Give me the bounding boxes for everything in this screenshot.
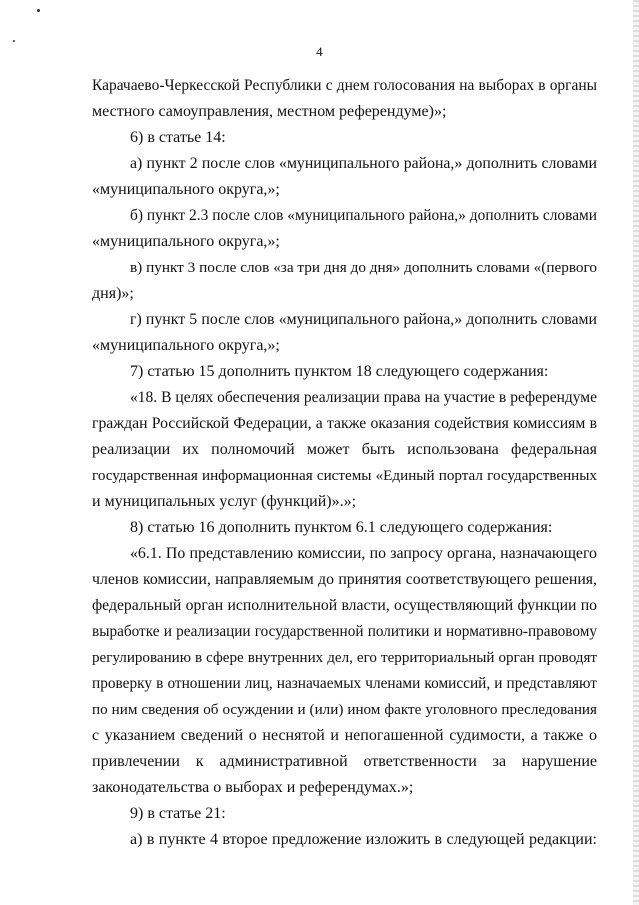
text-line: членов комиссии, направляемым до принятия соответствующего решения,: [92, 571, 597, 588]
text-line: 7) статью 15 дополнить пунктом 18 следующего содержания:: [130, 363, 549, 380]
text-line: и муниципальных услуг (функций)».»;: [92, 493, 357, 510]
text-line: а) пункт 2 после слов «муниципального района,» дополнить словами: [130, 155, 597, 172]
text-line: г) пункт 5 после слов «муниципального района,» дополнить словами: [130, 311, 597, 328]
document-body: [92, 73, 597, 853]
text-line: «муниципального округа,»;: [92, 337, 280, 354]
text-line: б) пункт 2.3 после слов «муниципального района,» дополнить словами: [130, 207, 597, 224]
text-line: в) пункт 3 после слов «за три дня до дня» дополнить словами «(первого: [130, 259, 597, 276]
text-line: 6) в статье 14:: [130, 129, 226, 146]
scan-speck: [13, 40, 15, 42]
text-line: федеральный орган исполнительной власти, осуществляющий функции по: [92, 597, 597, 614]
text-line: законодательства о выборах и референдумах.»;: [92, 779, 414, 796]
text-line: выработке и реализации государственной политики и нормативно-правовому: [92, 623, 597, 640]
text-line: реализации их полномочий может быть использована федеральная: [92, 441, 597, 458]
scan-page-edge: [633, 0, 639, 905]
page-number: 4: [316, 44, 323, 59]
text-line: дня)»;: [92, 285, 134, 302]
scan-speck: [37, 9, 40, 12]
text-line: привлечении к административной ответственности за нарушение: [92, 753, 597, 770]
text-line: проверку в отношении лиц, назначаемых членами комиссий, и представляют: [92, 675, 597, 692]
text-line: с указанием сведений о неснятой и непогашенной судимости, а также о: [92, 727, 597, 744]
text-line: по ним сведения об осуждении и (или) ином факте уголовного преследования: [92, 702, 597, 718]
text-line: «муниципального округа,»;: [92, 181, 280, 198]
text-line: «6.1. По представлению комиссии, по запросу органа, назначающего: [130, 545, 597, 562]
text-line: а) в пункте 4 второе предложение изложить в следующей редакции:: [130, 831, 597, 848]
text-line: граждан Российской Федерации, а также оказания содействия комиссиям в: [92, 415, 597, 432]
text-line: Карачаево-Черкесской Республики с днем голосования на выборах в органы: [92, 77, 597, 94]
text-line: «муниципального округа,»;: [92, 233, 280, 250]
text-line: местного самоуправления, местном референдуме)»;: [92, 103, 447, 120]
text-line: «18. В целях обеспечения реализации права на участие в референдуме: [130, 389, 597, 406]
text-line: 9) в статье 21:: [130, 805, 226, 822]
text-line: регулированию в сфере внутренних дел, его территориальный орган проводят: [92, 650, 597, 666]
text-line: государственная информационная системы «Единый портал государственных: [92, 468, 597, 484]
text-line: 8) статью 16 дополнить пунктом 6.1 следующего содержания:: [130, 519, 553, 536]
